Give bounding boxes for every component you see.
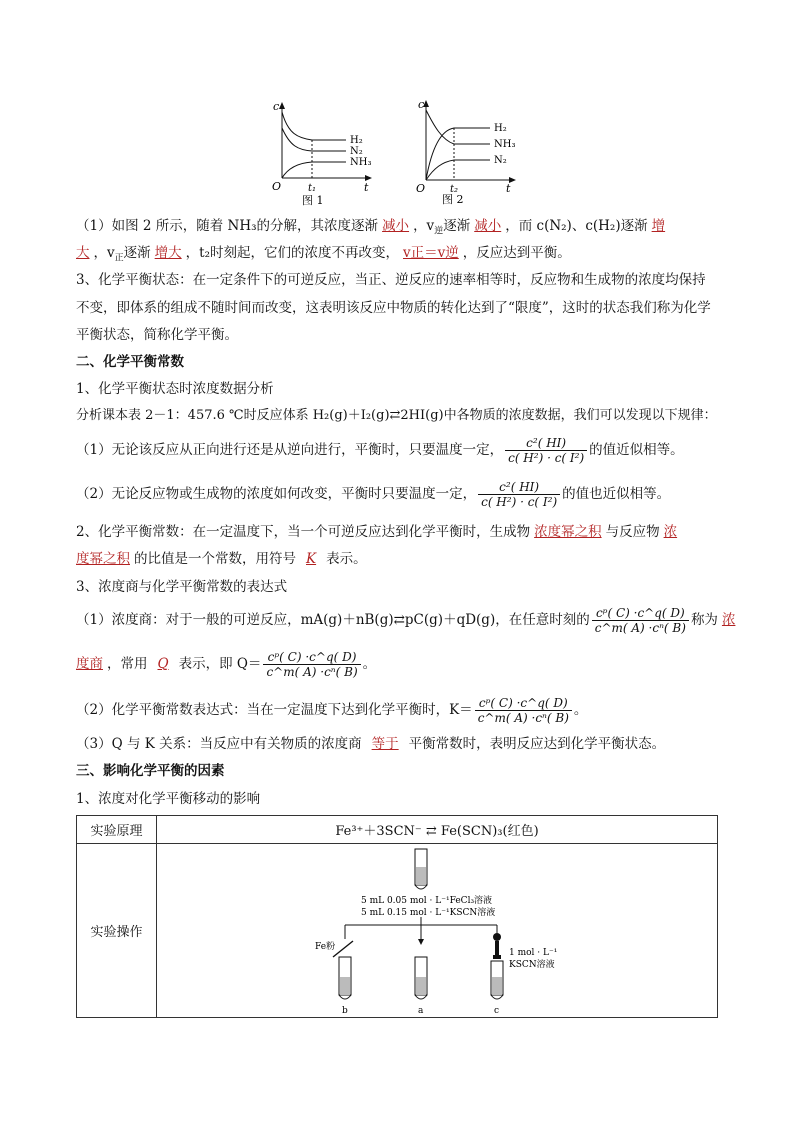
quotient-line1: （1）浓度商：对于一般的可逆反应，mA(g)＋nB(g)⇄pC(g)＋qD(g)，在任意时刻的 $\frac{\text{cᵖ( C) ·c\textasciicircum{}q( D)}}{\text{c\textasciicircum{}m( A) ·cⁿ( B)}}$ 称为 浓	[76, 606, 739, 635]
answer-blank: 度幂之积	[76, 551, 130, 567]
test-tube-b-icon	[339, 957, 351, 999]
answer-blank: 减小	[382, 218, 410, 234]
k-definition-line1: 2、化学平衡常数：在一定温度下，当一个可逆反应达到化学平衡时，生成物 浓度幂之积 与反应物 浓	[76, 522, 681, 542]
series-label: NH₃	[350, 157, 372, 168]
curve-h2	[426, 128, 490, 180]
row-label: 实验原理	[77, 816, 157, 844]
rule-2: （2）无论反应物或生成物的浓度如何改变，平衡时只要温度一定， $\frac{\text{c²( HI)}}{\text{c( H²) · c( I²)}}$ 的值也近似相等。	[76, 480, 671, 509]
paragraph-3-line2: 不变，即体系的组成不随时间而改变，这表明该反应中物质的转化达到了“限度”，这时的状态我们称为化学	[76, 300, 711, 316]
rule-1: （1）无论该反应从正向进行还是从逆向进行，平衡时，只要温度一定， $\frac{\text{c²( HI)}}{\text{c( H²) · c( I²)}}$ 的值近似相等。	[76, 436, 684, 465]
paragraph-1-line2: 大 ，$v_正$逐渐 增大 ，t₂时刻起，它们的浓度不再改变， v正＝v逆 ，反应达到平衡。	[76, 245, 571, 264]
answer-blank: 增大	[154, 245, 182, 261]
x-axis-label: t	[364, 181, 369, 194]
answer-blank: K	[306, 551, 317, 567]
solution-2: 5 mL 0.15 mol · L⁻¹KSCN溶液	[361, 907, 496, 918]
spatula-icon	[333, 941, 353, 957]
y-axis-label: c	[418, 98, 425, 111]
k-fraction: $\frac{\text{cᵖ( C) ·c\textasciicircum{}q( D)}}{\text{c\textasciicircum{}m( A) ·cⁿ( B)}}$	[475, 696, 572, 725]
row-label: 实验操作	[77, 844, 157, 1018]
tube-label: a	[418, 1005, 424, 1016]
curve-h2	[282, 112, 346, 140]
experiment-table	[76, 815, 718, 1018]
figure-caption: 图 1	[302, 194, 324, 207]
reagent-name: KSCN溶液	[509, 959, 555, 970]
section-3-title: 三、影响化学平衡的因素	[76, 763, 225, 779]
section-2-title: 二、化学平衡常数	[76, 354, 184, 370]
k-expression: （2）化学平衡常数表达式：当在一定温度下达到化学平衡时，K＝ $\frac{\text{cᵖ( C) ·c\textasciicircum{}q( D)}}{\text{c\textasciicircum{}m( A) ·cⁿ( B)}}$ 。	[76, 696, 588, 725]
dropper-icon	[493, 933, 501, 959]
series-label: N₂	[494, 155, 507, 166]
curve-nh3	[426, 110, 490, 144]
series-label: H₂	[350, 135, 363, 146]
answer-blank: 减小	[474, 218, 502, 234]
answer-blank: v正＝v逆	[403, 245, 459, 261]
answer-blank: 浓	[663, 524, 678, 540]
solution-1: 5 mL 0.05 mol · L⁻¹FeCl₃溶液	[361, 895, 493, 906]
series-label: NH₃	[494, 139, 516, 150]
section-2-sub3: 3、浓度商与化学平衡常数的表达式	[76, 579, 288, 595]
answer-blank: 大	[76, 245, 90, 261]
section-3-sub1: 1、浓度对化学平衡移动的影响	[76, 791, 261, 807]
y-axis-label: c	[273, 100, 280, 113]
reagent-conc: 1 mol · L⁻¹	[509, 947, 558, 958]
quotient-fraction: $\frac{\text{cᵖ( C) ·c\textasciicircum{}q( D)}}{\text{c\textasciicircum{}m( A) ·cⁿ( B)}}$	[263, 650, 360, 679]
k-definition-line2: 度幂之积 的比值是一个常数，用符号 K 表示。	[76, 551, 367, 567]
origin-label: O	[272, 180, 282, 193]
series-label: H₂	[494, 123, 507, 134]
paragraph-1-line1: （1）如图 2 所示，随着 NH₃的分解，其浓度逐渐 减小 ，$v_逆$逐渐 减小 ，而 c(N₂)、c(H₂)逐渐 增	[76, 216, 669, 242]
quotient-line2: 度商 ，常用 Q 表示，即 Q＝ $\frac{\text{cᵖ( C) ·c\textasciicircum{}q( D)}}{\text{c\textasciicircum{}m( A) ·cⁿ( B)}}$ 。	[76, 650, 377, 679]
experiment-diagram-cell	[157, 844, 718, 1018]
fe-powder-label: Fe粉	[315, 941, 336, 952]
test-tube-a-icon	[415, 957, 427, 999]
figure-2	[412, 96, 532, 208]
answer-blank: 浓	[721, 612, 736, 628]
tube-label: b	[342, 1005, 348, 1016]
quotient-fraction: $\frac{\text{cᵖ( C) ·c\textasciicircum{}q( D)}}{\text{c\textasciicircum{}m( A) ·cⁿ( B)}}$	[592, 606, 689, 635]
paragraph-3-line1: 3、化学平衡状态：在一定条件下的可逆反应，当正、逆反应的速率相等时，反应物和生成物的浓度均保持	[76, 272, 706, 288]
answer-blank: Q	[157, 656, 169, 672]
answer-blank: 度商	[76, 656, 103, 672]
tick-label: t₂	[450, 184, 459, 195]
reaction-equation: Fe³⁺＋3SCN⁻ ⇄ Fe(SCN)₃(红色)	[157, 816, 718, 844]
curve-n2	[426, 160, 490, 180]
curve-nh3	[282, 162, 346, 178]
paragraph-3-line3: 平衡状态，简称化学平衡。	[76, 327, 238, 343]
series-label: N₂	[350, 146, 363, 157]
answer-blank: 增	[651, 218, 666, 234]
answer-blank: 浓度幂之积	[534, 524, 602, 540]
analysis-line: 分析课本表 2－1：457.6 ℃时反应体系 H₂(g)＋I₂(g)⇄2HI(g)中各物质的浓度数据，我们可以发现以下规律：	[76, 408, 717, 423]
experiment-diagram	[157, 845, 717, 1017]
figure-caption: 图 2	[442, 193, 464, 206]
test-tube-c-icon	[491, 961, 503, 999]
answer-blank: 等于	[371, 736, 399, 752]
origin-label: O	[416, 182, 426, 195]
hi-fraction: $\frac{\text{c²( HI)}}{\text{c( H²) · c( I²)}}$	[505, 436, 587, 465]
hi-fraction: $\frac{\text{c²( HI)}}{\text{c( H²) · c( I²)}}$	[478, 480, 560, 509]
test-tube-icon	[415, 849, 427, 889]
tick-label: t₁	[308, 183, 317, 194]
tube-label: c	[494, 1005, 500, 1016]
figure-1	[268, 98, 388, 210]
qk-relation: （3）Q 与 K 关系：当反应中有关物质的浓度商 等于 平衡常数时，表明反应达到化学平衡状态。	[76, 736, 666, 752]
x-axis-label: t	[506, 182, 511, 195]
section-2-sub1: 1、化学平衡状态时浓度数据分析	[76, 381, 274, 397]
